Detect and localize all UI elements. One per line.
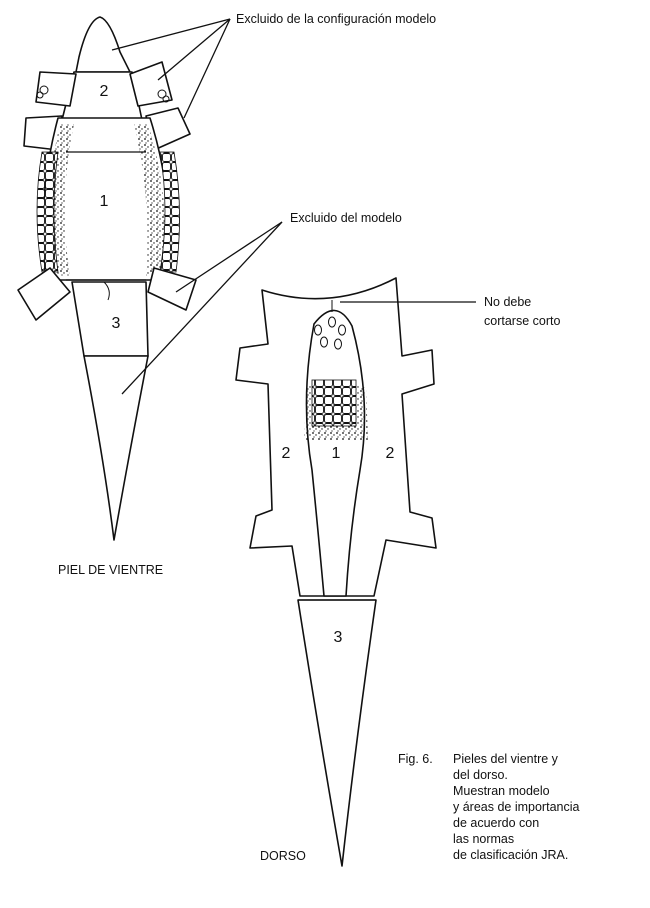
caption-fig-number: Fig. 6. [398, 752, 433, 766]
label-excluded-model: Excluido del modelo [290, 211, 402, 225]
label-no-cut-line2: cortarse corto [484, 314, 561, 328]
belly-tail [84, 356, 148, 540]
belly-region-1-number: 1 [99, 193, 109, 210]
label-no-cut-line1: No debe [484, 295, 532, 309]
back-region-2-left-number: 2 [281, 445, 291, 462]
label-back-title: DORSO [260, 849, 306, 863]
caption-line: las normas [453, 832, 515, 846]
belly-region-3-number: 3 [111, 315, 121, 332]
label-excluded-config: Excluido de la configuración modelo [236, 12, 437, 26]
belly-head [76, 17, 130, 72]
back-skin [236, 278, 436, 866]
caption-line: de clasificación JRA. [453, 848, 569, 862]
belly-region-3 [72, 282, 148, 356]
figure-caption [398, 752, 580, 862]
belly-region-2-number: 2 [99, 83, 109, 100]
belly-hind-leg-right [148, 268, 196, 310]
caption-line: Pieles del vientre y [453, 752, 558, 766]
back-region-3-number: 3 [333, 629, 343, 646]
belly-front-leg-right [130, 62, 172, 106]
caption-line: de acuerdo con [453, 816, 540, 830]
back-region-1-number: 1 [331, 445, 341, 462]
belly-front-leg-left [36, 72, 76, 106]
back-region-2-right-number: 2 [385, 445, 395, 462]
caption-line: del dorso. [453, 768, 508, 782]
caption-line: Muestran modelo [453, 784, 550, 798]
label-belly-title: PIEL DE VIENTRE [58, 563, 164, 577]
caption-line: y áreas de importancia [453, 800, 580, 814]
